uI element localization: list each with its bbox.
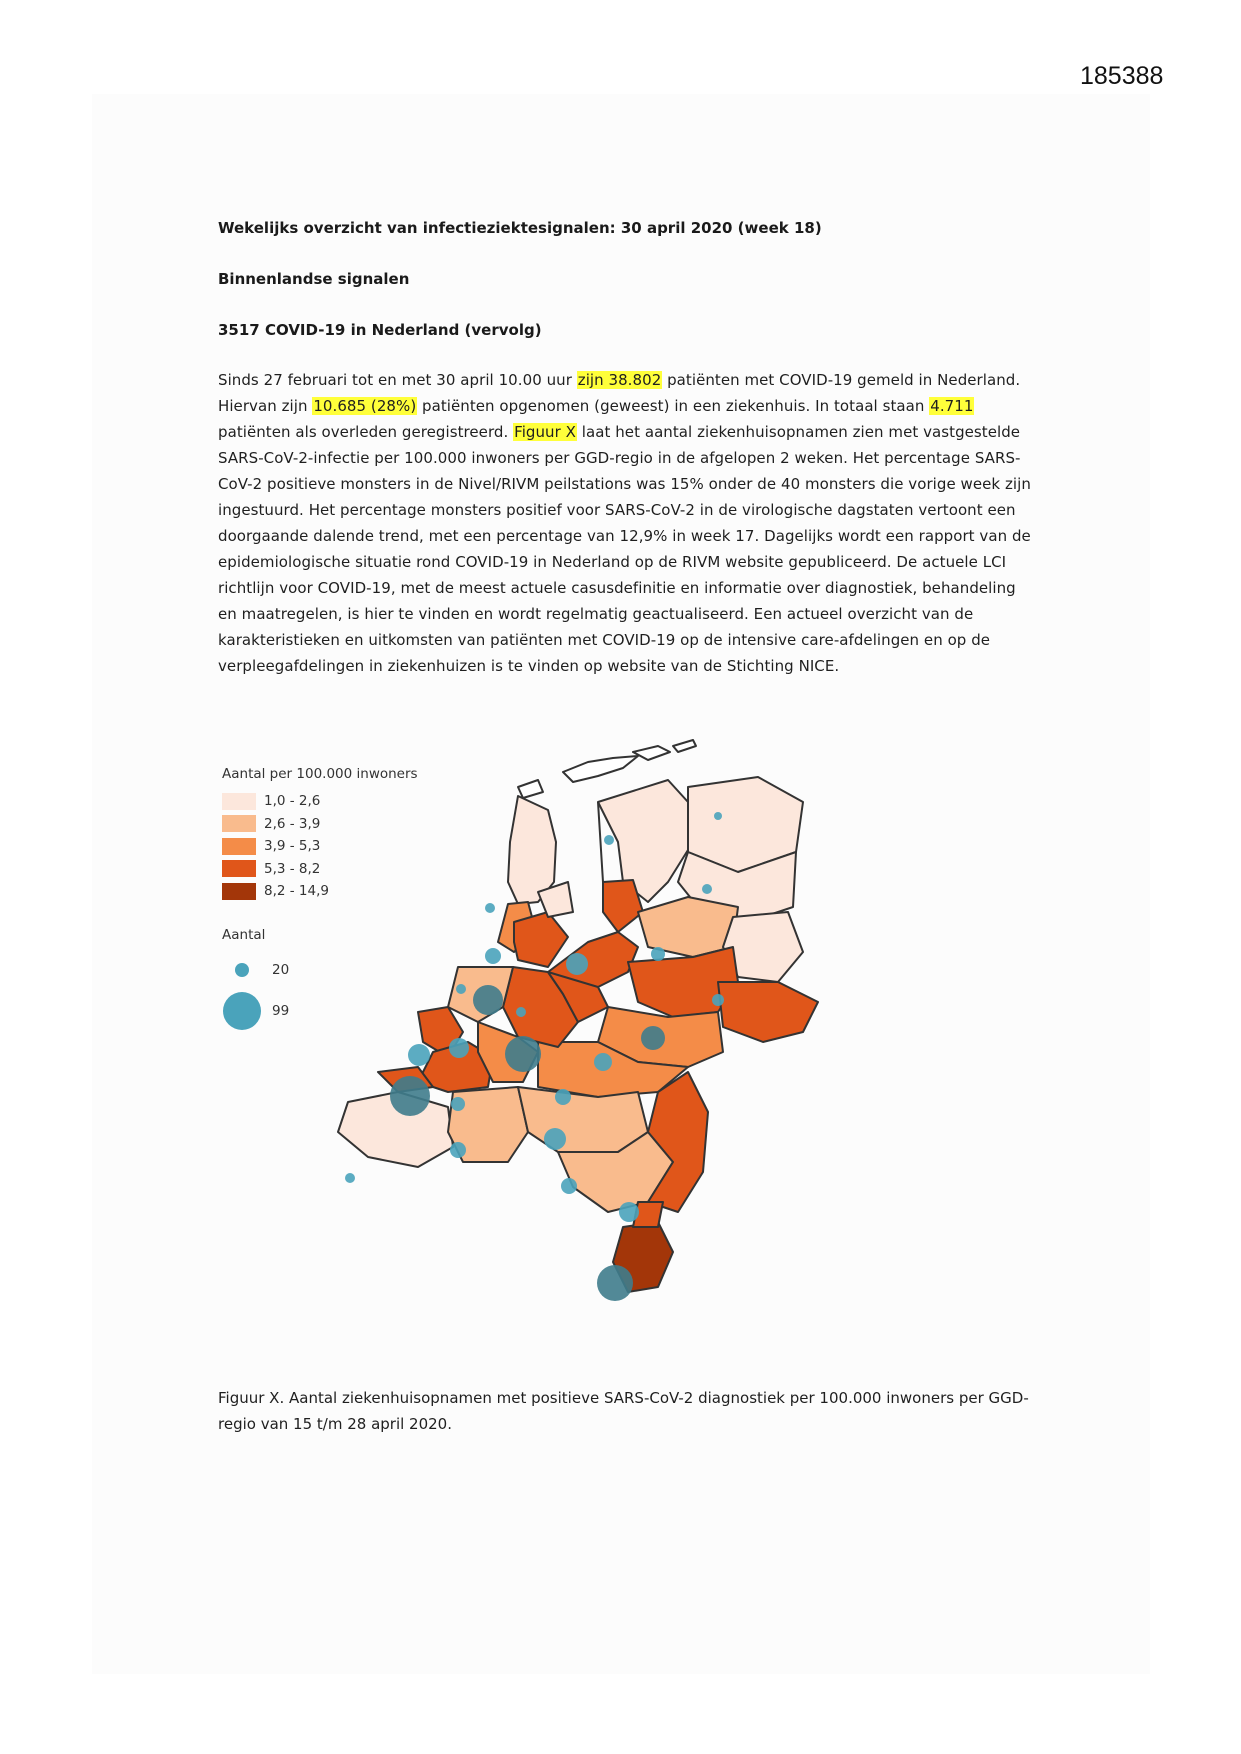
legend-swatch xyxy=(222,838,256,855)
section-title: 3517 COVID-19 in Nederland (vervolg) xyxy=(218,321,542,339)
bubble xyxy=(597,1265,633,1301)
legend-class xyxy=(222,790,418,813)
document-body xyxy=(218,218,1038,679)
region-wadden-outline xyxy=(598,802,603,882)
legend-count-large xyxy=(222,987,418,1035)
bubble xyxy=(450,1142,466,1158)
bubble xyxy=(408,1044,430,1066)
legend-count-title: Aantal xyxy=(222,926,266,943)
legend-count-small xyxy=(222,953,418,987)
bubble xyxy=(505,1036,541,1072)
region-limburg-noord xyxy=(648,1072,708,1212)
bubble xyxy=(473,985,503,1015)
legend-swatch xyxy=(222,883,256,900)
bubble xyxy=(449,1038,469,1058)
wadden-island xyxy=(673,740,696,752)
bubble xyxy=(555,1089,571,1105)
highlight-hospitalized: 10.685 (28%) xyxy=(313,397,417,415)
bubble xyxy=(702,884,712,894)
legend-class xyxy=(222,880,418,903)
legend-class-label: 8,2 - 14,9 xyxy=(264,883,329,900)
region-noord-oost-gelderland xyxy=(718,982,818,1042)
bubble xyxy=(651,947,665,961)
highlight-total-cases: zijn 38.802 xyxy=(577,371,662,389)
legend-swatch xyxy=(222,815,256,832)
figure-map xyxy=(218,732,1048,1377)
bubble xyxy=(456,984,466,994)
bubble xyxy=(544,1128,566,1150)
highlight-deaths: 4.711 xyxy=(930,397,974,415)
legend-class-label: 5,3 - 8,2 xyxy=(264,860,321,877)
section-subtitle: Binnenlandse signalen xyxy=(218,270,410,288)
text-part: patiënten als overleden geregistreerd. xyxy=(218,423,514,441)
bubble xyxy=(451,1097,465,1111)
legend-swatch xyxy=(222,793,256,810)
document-id: 185388 xyxy=(1080,62,1164,90)
bubble xyxy=(619,1202,639,1222)
text-part: patiënten met COVID-19 gemeld in Nederland. Hiervan zijn xyxy=(218,371,1021,415)
legend-class-label: 1,0 - 2,6 xyxy=(264,793,321,810)
wadden-island xyxy=(563,756,638,782)
region-amsterdam xyxy=(514,912,568,967)
region-hart-voor-brabant xyxy=(518,1087,648,1152)
highlight-figure-ref: Figuur X xyxy=(514,423,576,441)
bubble xyxy=(561,1178,577,1194)
bubble xyxy=(345,1173,355,1183)
wadden-island xyxy=(633,746,670,760)
document-title: Wekelijks overzicht van infectieziektesignalen: 30 april 2020 (week 18) xyxy=(218,219,822,237)
text-part: patiënten opgenomen (geweest) in een ziekenhuis. In totaal staan xyxy=(417,397,930,415)
legend-class xyxy=(222,835,418,858)
text-part: Sinds 27 februari tot en met 30 april 10.00 uur xyxy=(218,371,577,389)
bubble xyxy=(516,1007,526,1017)
legend-class-label: 3,9 - 5,3 xyxy=(264,838,321,855)
bubble xyxy=(604,835,614,845)
legend-class-label: 2,6 - 3,9 xyxy=(264,815,321,832)
bubble xyxy=(390,1076,430,1116)
legend-class xyxy=(222,858,418,881)
bubble-small-icon xyxy=(235,963,249,977)
figure-caption: Figuur X. Aantal ziekenhuisopnamen met positieve SARS-CoV-2 diagnostiek per 100.000 inwoners per GGD-regio van 15 t/m 28 april 2020. xyxy=(218,1389,1029,1433)
bubble xyxy=(566,953,588,975)
bubble xyxy=(712,994,724,1006)
wadden-island xyxy=(518,780,543,798)
main-paragraph xyxy=(218,367,1038,679)
legend-title: Aantal per 100.000 inwoners xyxy=(222,766,418,782)
bubble xyxy=(594,1053,612,1071)
map-legend xyxy=(222,766,418,1035)
bubble xyxy=(485,948,501,964)
bubble xyxy=(641,1026,665,1050)
bubble-large-icon xyxy=(223,992,261,1030)
legend-swatch xyxy=(222,860,256,877)
legend-class xyxy=(222,813,418,836)
text-part: laat het aantal ziekenhuisopnamen zien met vastgestelde SARS-CoV-2-infectie per 100.000 inwoners per GGD-regio in de afgelopen 2 weken. Het percentage SARS-CoV-2 positieve monsters in de Nivel/RIVM peilstations was 15% onder de 40 monsters die vorige week zijn ingestuurd. Het percentage monsters positief voor SARS-CoV-2 in de virologische dagstaten vertoont een doorgaande dalende trend, met een percentage van 12,9% in week 17. Dagelijks wordt een rapport van de epidemiologische situatie rond COVID-19 in Nederland op de RIVM website gepubliceerd. De actuele LCI richtlijn voor COVID-19, met de meest actuele casusdefinitie en informatie over diagnostiek, behandeling en maatregelen, is hier te vinden en wordt regelmatig geactualiseerd. Een actueel overzicht van de karakteristieken en uitkomsten van patiënten met COVID-19 op de intensive care-afdelingen en op de verpleegafdelingen in ziekenhuizen is te vinden op website van de Stichting NICE. xyxy=(218,423,1031,675)
legend-count-label: 99 xyxy=(272,1002,290,1019)
legend-count-label: 20 xyxy=(272,961,290,978)
bubble xyxy=(485,903,495,913)
bubble xyxy=(714,812,722,820)
